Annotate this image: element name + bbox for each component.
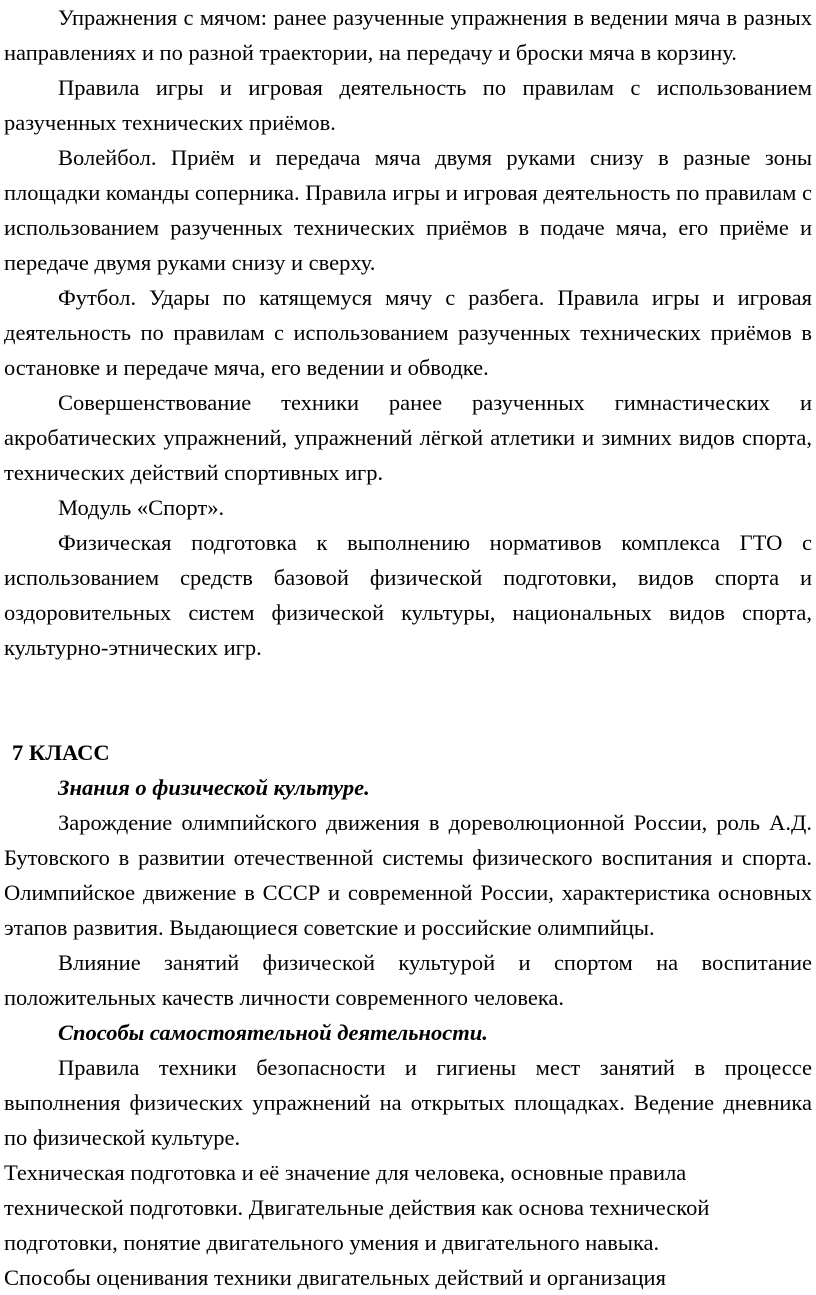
paragraph-module-sport: Модуль «Спорт».: [58, 495, 225, 520]
text-line: Способы оценивания техники двигательных действий и организация: [4, 1265, 666, 1290]
text-line: технической подготовки. Двигательные действия как основа технической: [4, 1195, 710, 1220]
paragraph-personal-qualities: Влияние занятий физической культурой и спортом на воспитание положительных качеств личности современного человека.: [4, 950, 812, 1010]
paragraph-improvement: Совершенствование техники ранее разученных гимнастических и акробатических упражнений, упражнений лёгкой атлетики и зимних видов спорта, технических действий спортивных игр.: [4, 390, 812, 485]
paragraph-safety-rules: Правила техники безопасности и гигиены мест занятий в процессе выполнения физических упражнений на открытых площадках. Ведение дневника по физической культуре.: [4, 1055, 812, 1150]
paragraph-volleyball: Волейбол. Приём и передача мяча двумя руками снизу в разные зоны площадки команды соперника. Правила игры и игровая деятельность по правилам с использованием разученных технических приёмов в подаче мяча, его приёме и передаче двумя руками снизу и сверху.: [4, 145, 812, 275]
text-line: Техническая подготовка и её значение для человека, основные правила: [4, 1160, 687, 1185]
subheading-knowledge: Знания о физической культуре.: [58, 775, 370, 800]
section-heading-grade-7: 7 КЛАСС: [12, 740, 110, 765]
text-line: подготовки, понятие двигательного умения и двигательного навыка.: [4, 1230, 660, 1255]
paragraph-football: Футбол. Удары по катящемуся мячу с разбега. Правила игры и игровая деятельность по правилам с использованием разученных технических приёмов в остановке и передаче мяча, его ведении и обводке.: [4, 285, 812, 380]
paragraph-gto-preparation: Физическая подготовка к выполнению нормативов комплекса ГТО с использованием средств базовой физической подготовки, видов спорта и оздоровительных систем физической культуры, национальных видов спорта, культурно-этнических игр.: [4, 530, 812, 660]
section-gap: [0, 665, 816, 735]
paragraph-game-rules: Правила игры и игровая деятельность по правилам с использованием разученных технических приёмов.: [4, 75, 812, 135]
paragraph-olympic-movement: Зарождение олимпийского движения в дореволюционной России, роль А.Д. Бутовского в развитии отечественной системы физического воспитания и спорта. Олимпийское движение в СССР и современной России, характеристика основных этапов развития. Выдающиеся советские и российские олимпийцы.: [4, 810, 812, 940]
paragraph-ball-exercises: Упражнения с мячом: ранее разученные упражнения в ведении мяча в разных направлениях и по разной траектории, на передачу и броски мяча в корзину.: [4, 5, 812, 65]
subheading-methods: Способы самостоятельной деятельности.: [58, 1020, 488, 1045]
